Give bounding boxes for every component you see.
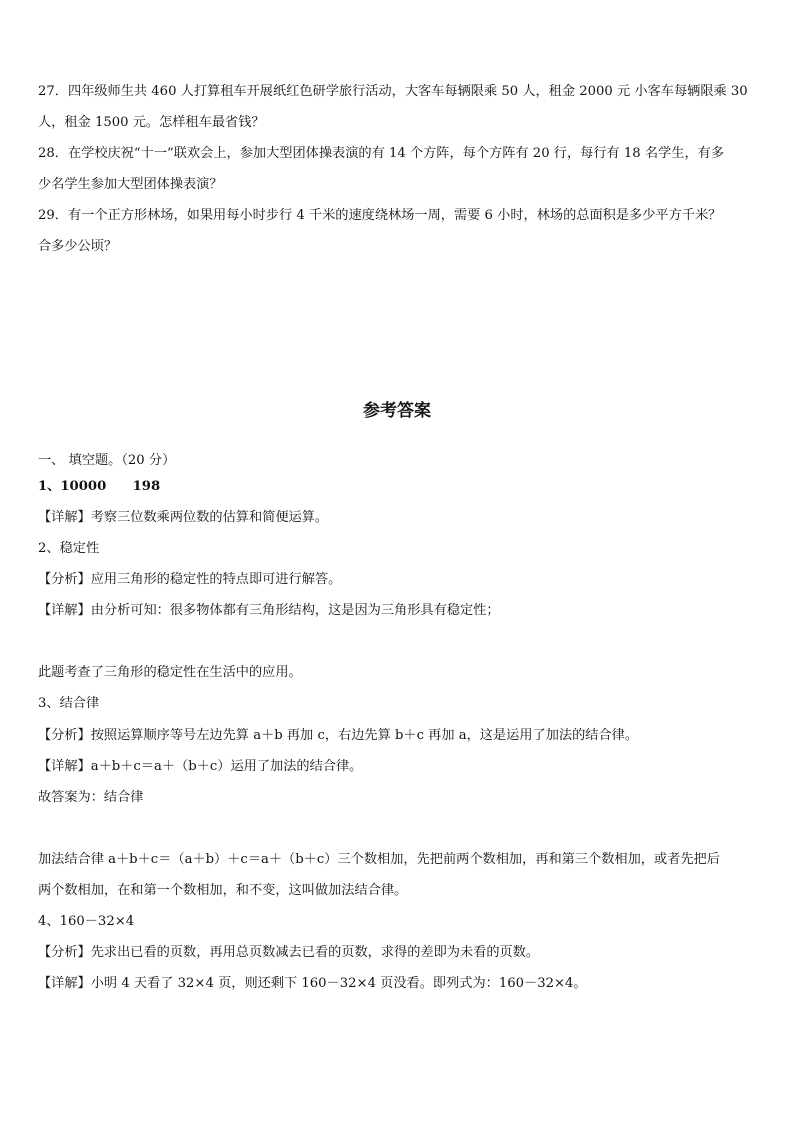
answer-2-note: 此题考查了三角形的稳定性在生活中的应用。: [38, 665, 302, 680]
answer-2: 2、稳定性: [38, 541, 100, 556]
answer-4-detail: 【详解】小明 4 天看了 32×4 页，则还剩下 160－32×4 页没看。即列式为：160－32×4。: [38, 976, 587, 991]
question-27-line-1: 27．四年级师生共 460 人打算租车开展纸红色研学旅行活动，大客车每辆限乘 50 人，租金 2000 元 小客车每辆限乘 30: [38, 84, 748, 99]
answers-title: 参考答案: [363, 401, 431, 421]
answer-1-detail: 【详解】考察三位数乘两位数的估算和简便运算。: [38, 510, 329, 525]
answer-3-analysis: 【分析】按照运算顺序等号左边先算 a＋b 再加 c，右边先算 b＋c 再加 a，这是运用了加法的结合律。: [38, 728, 639, 743]
answer-4: 4、160－32×4: [38, 914, 135, 929]
answer-4-analysis: 【分析】先求出已看的页数，再用总页数减去已看的页数，求得的差即为未看的页数。: [38, 945, 540, 960]
answer-2-analysis: 【分析】应用三角形的稳定性的特点即可进行解答。: [38, 572, 342, 587]
question-29-line-1: 29．有一个正方形林场，如果用每小时步行 4 千米的速度绕林场一周，需要 6 小时，林场的总面积是多少平方千米？: [38, 208, 722, 223]
question-29-line-2: 合多少公顷？: [38, 239, 118, 254]
question-28-line-2: 少名学生参加大型团体操表演？: [38, 177, 223, 192]
answer-3-conclusion: 故答案为：结合律: [38, 790, 144, 805]
answer-3-detail: 【详解】a＋b＋c＝a＋（b＋c）运用了加法的结合律。: [38, 759, 363, 774]
question-27-line-2: 人，租金 1500 元。怎样租车最省钱？: [38, 115, 265, 130]
answer-1: 1、10000 198: [38, 479, 161, 494]
answer-3-note-line-2: 两个数相加，在和第一个数相加，和不变，这叫做加法结合律。: [38, 883, 408, 898]
answer-3: 3、结合律: [38, 696, 100, 711]
question-28-line-1: 28．在学校庆祝“十一”联欢会上，参加大型团体操表演的有 14 个方阵，每个方阵有 20 行，每行有 18 名学生，有多: [38, 146, 725, 161]
answer-3-note-line-1: 加法结合律 a＋b＋c＝（a＋b）＋c＝a＋（b＋c）三个数相加，先把前两个数相加，再和第三个数相加，或者先把后: [38, 852, 720, 867]
answer-2-detail: 【详解】由分析可知：很多物体都有三角形结构，这是因为三角形具有稳定性；: [38, 603, 500, 618]
answers-section-heading: 一、 填空题。（20 分）: [38, 453, 176, 468]
